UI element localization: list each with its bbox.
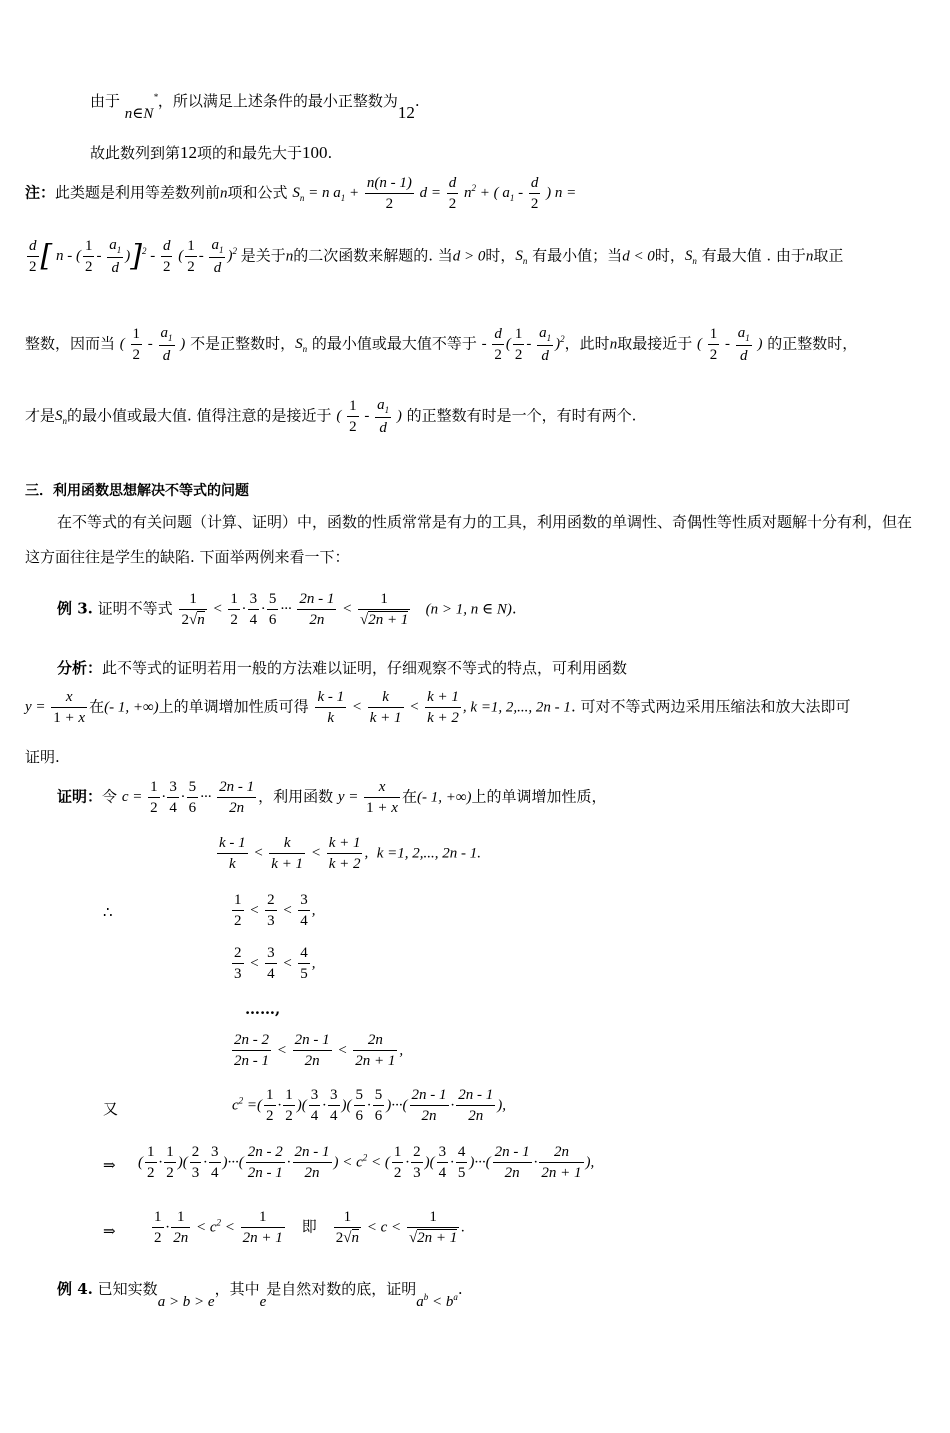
note-line-3: 整数，因而当 ( $\frac{1}{2}$ - $\frac{a_1}{d}$ ) 不是正整数时，$S_n$ 的最小值或最大值不等于 - $\frac{d}{2}$ ( $\frac{1}{2}$ - $\frac{a_1}{d}$ )$^2$，此时n取最接近于 ( $\frac{1}{2}$ - $\frac{a_1}{d}$ ) 的正整数时， xyxy=(25,325,858,364)
note-line-4: 才是$S_n$的最小值或最大值. 值得注意的是接近于 ( $\frac{1}{2}$ - $\frac{a_1}{d}$ ) 的正整数有时是一个，有时有两个. xyxy=(25,397,637,436)
note-line-2: $\frac{d}{2}$ [ n - ( $\frac{1}{2}$ - $\frac{a_1}{d}$ )]$^2$ - $\frac{d}{2}$ ( $\frac{1}{2}$ - $\frac{a_1}{d}$ )$^2$ 是关于n的二次函数来解题的. 当d > 0时，$S_n$ 有最小值；当d < 0时，$S_n$ 有最大值 . 由于n取正 xyxy=(25,238,843,276)
analysis-line-3: 证明. xyxy=(25,748,60,766)
n-in-N: n∈N xyxy=(124,106,154,122)
conclusion-line-2: 故此数列到第12项的和最先大于100. xyxy=(90,143,333,162)
example-4: 例 4. 已知实数a > b > e，其中e是自然对数的底，证明$a^b < b^a$. xyxy=(57,1280,463,1310)
section-para-1: 在不等式的有关问题（计算、证明）中，函数的性质常常是有力的工具，利用函数的单调性、奇偶性等性质对题解十分有利，但在 xyxy=(57,513,913,531)
ineq-row-2: $\frac{2}{3}$ < $\frac{3}{4}$ < $\frac{4}{5}$ , xyxy=(234,945,316,982)
quadratic-form: $\frac{d}{2}$ [ n - ( $\frac{1}{2}$ - $\frac{a_1}{d}$ )]$^2$ - $\frac{d}{2}$ ( $\frac{1}{2}$ - $\frac{a_1}{d}$ )$^2$ xyxy=(29,237,237,276)
ineq-row-last: $\frac{2n - 2}{2n - 1}$ < $\frac{2n - 1}{2n}$ < $\frac{2n}{2n + 1}$ , xyxy=(234,1032,404,1069)
analysis-line-2: y = $\frac{x}{1 + x}$ 在(- 1, +∞)上的单调增加性质可得 $\frac{k - 1}{k}$ < $\frac{k}{k + 1}$ < $\frac{k + 1}{k + 2}$ , k =1, 2,..., 2n - 1. 可对不等式两边采用压缩法和放大法即可 xyxy=(25,689,851,726)
implies-2: ⇒ xyxy=(103,1222,116,1240)
implies-1: ⇒ xyxy=(103,1156,116,1174)
section-para-2: 这方面往往是学生的缺陷. 下面举两例来看一下： xyxy=(25,548,350,566)
conclusion-line-1: 由于 n∈N*，所以满足上述条件的最小正整数为12. xyxy=(90,92,420,122)
ineq-row-1: $\frac{1}{2}$ < $\frac{2}{3}$ < $\frac{3}{4}$ , xyxy=(234,892,316,929)
proof-line-2: $\frac{k - 1}{k}$ < $\frac{k}{k + 1}$ < $\frac{k + 1}{k + 2}$ , k =1, 2,..., 2n - 1. xyxy=(219,835,482,872)
therefore-symbol: ∴ xyxy=(103,903,113,921)
bounds-line: ( $\frac{1}{2}$ · $\frac{1}{2}$ )( $\frac{2}{3}$ · $\frac{3}{4}$ )···( $\frac{2n - 2}{2n - 1}$ · $\frac{2n - 1}{2n}$ ) < $c^2$ < ( $\frac{1}{2}$ · $\frac{2}{3}$ )( $\frac{3}{4}$ · $\frac{4}{5}$ )···( $\frac{2n - 1}{2n}$ · $\frac{2n}{2n + 1}$ ), xyxy=(138,1144,595,1181)
proof-line-1: 证明：令 c = $\frac{1}{2}$ · $\frac{3}{4}$ · $\frac{5}{6}$ ··· $\frac{2n - 1}{2n}$ ，利用函数 y = $\frac{x}{1 + x}$ 在(- 1, +∞)上的单调增加性质， xyxy=(57,779,607,816)
example-3-inequality: $\frac{1}{2√n}$ < $\frac{1}{2}$ · $\frac{3}{4}$ · $\frac{5}{6}$ ··· $\frac{2n - 1}{2n}$ < $\frac{1}{√2n + 1}$ xyxy=(181,591,409,628)
sum-formula: $S_n = n$ $a_1$ + $\frac{n(n - 1)}{2}$ d = $\frac{d}{2}$ $n^2$ + ( $a_1$ - $\frac{d}{2}$ ) n = xyxy=(292,175,577,212)
analysis-line-1: 分析：此不等式的证明若用一般的方法难以证明，仔细观察不等式的特点，可利用函数 xyxy=(57,659,628,677)
final-line: $\frac{1}{2}$ · $\frac{1}{2n}$ < $c^2$ < $\frac{1}{2n + 1}$ 即 $\frac{1}{2√n}$ < c < $\frac{1}{√2n + 1}$ . xyxy=(154,1209,466,1246)
c-squared-line: $c^2$ =( $\frac{1}{2}$ · $\frac{1}{2}$ )( $\frac{3}{4}$ · $\frac{3}{4}$ )( $\frac{5}{6}$ · $\frac{5}{6}$ )···( $\frac{2n - 1}{2n}$ · $\frac{2n - 1}{2n}$ ), xyxy=(232,1087,507,1124)
ellipsis-row: ……, xyxy=(245,1000,281,1018)
example-3: 例 3. 证明不等式 $\frac{1}{2√n}$ < $\frac{1}{2}$ · $\frac{3}{4}$ · $\frac{5}{6}$ ··· $\frac{2n - 1}{2n}$ < $\frac{1}{√2n + 1}$ (n > 1, n ∈ N). xyxy=(57,591,517,628)
again-label: 又 xyxy=(103,1100,119,1118)
section-heading: 三．利用函数思想解决不等式的问题 xyxy=(25,483,249,499)
note-line-1: 注：此类题是利用等差数列前n项和公式 $S_n = n$ $a_1$ + $\frac{n(n - 1)}{2}$ d = $\frac{d}{2}$ $n^2$ + ( $a_1$ - $\frac{d}{2}$ ) n = xyxy=(25,175,577,212)
